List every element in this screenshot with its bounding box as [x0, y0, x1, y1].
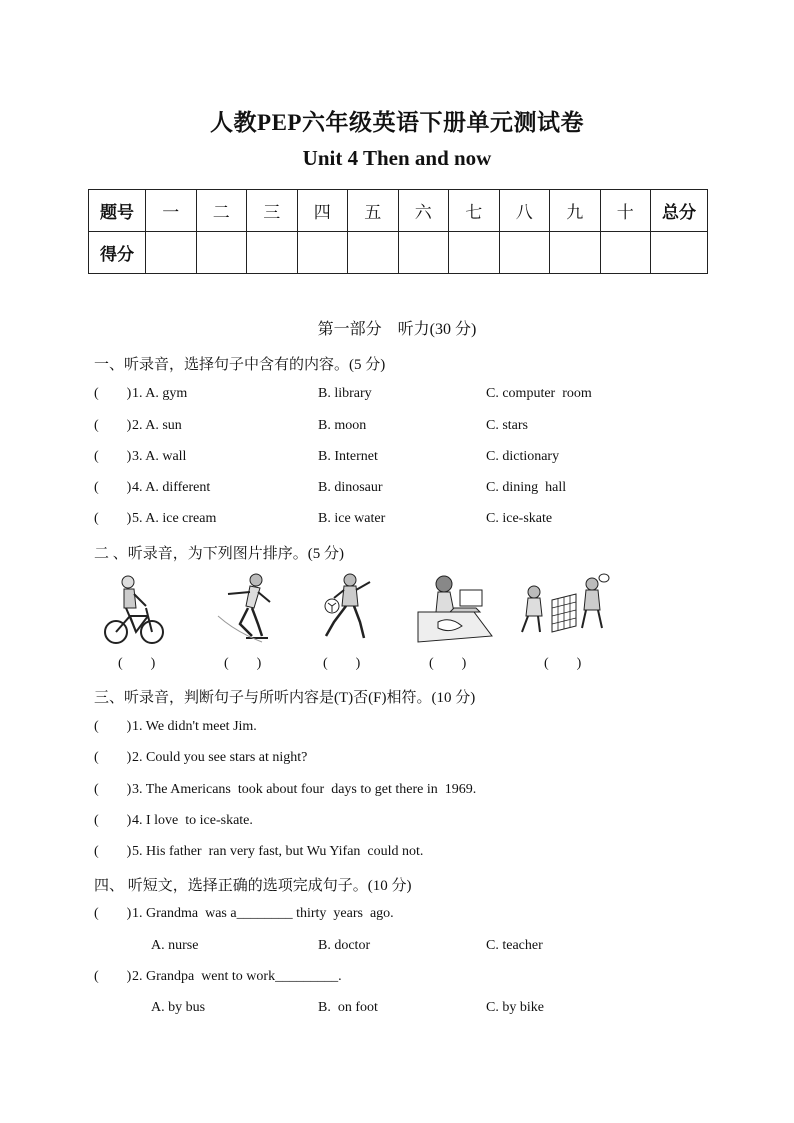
score-header-cell: 十	[600, 190, 651, 232]
picture-answer-blank[interactable]: ( )	[429, 656, 467, 671]
question-row	[94, 750, 734, 770]
option-b: B. ice water	[318, 511, 386, 526]
question-row	[94, 386, 734, 406]
score-input-cell[interactable]	[651, 232, 708, 274]
score-input-cell[interactable]	[550, 232, 601, 274]
section-4-title: 四、 听短文，选择正确的选项完成句子。(10 分)	[94, 878, 412, 894]
score-input-cell[interactable]	[348, 232, 399, 274]
option-c: C. ice-skate	[486, 511, 553, 526]
girl-using-computer-picture	[414, 572, 494, 648]
option-a: 2. A. sun	[132, 418, 182, 433]
option-c: C. dictionary	[486, 449, 560, 464]
score-header-cell: 题号	[89, 190, 146, 232]
option-a: A. by bus	[151, 1000, 206, 1015]
statement: 4. I love to ice-skate.	[132, 813, 253, 828]
picture-answer-blank[interactable]: ( )	[224, 656, 262, 671]
part-title: 第一部分 听力(30 分)	[317, 321, 477, 338]
page-subtitle: Unit 4 Then and now	[302, 146, 492, 170]
question-row	[94, 449, 734, 469]
answer-blank[interactable]: ( )	[94, 719, 132, 734]
option-c: C. by bike	[486, 1000, 544, 1015]
score-input-cell[interactable]	[196, 232, 247, 274]
score-header-cell: 四	[297, 190, 348, 232]
score-table-header-row	[89, 190, 708, 232]
kids-playing-badminton-picture	[516, 572, 612, 648]
score-header-cell: 二	[196, 190, 247, 232]
score-input-cell[interactable]	[146, 232, 197, 274]
score-header-cell: 总分	[651, 190, 708, 232]
question-row	[94, 418, 734, 438]
answer-blank[interactable]: ( )	[94, 449, 132, 464]
answer-blank[interactable]: ( )	[94, 750, 132, 765]
option-a: A. nurse	[151, 938, 199, 953]
option-c: C. computer room	[486, 386, 592, 401]
picture-answer-blank[interactable]: ( )	[544, 656, 582, 671]
answer-blank[interactable]: ( )	[94, 418, 132, 433]
score-table-score-row	[89, 232, 708, 274]
score-input-cell[interactable]	[297, 232, 348, 274]
question-row	[94, 844, 734, 864]
option-c: C. stars	[486, 418, 528, 433]
score-header-cell: 六	[398, 190, 449, 232]
score-input-cell[interactable]	[449, 232, 500, 274]
statement: 3. The Americans took about four days to get there in 1969.	[132, 782, 477, 797]
score-header-cell: 九	[550, 190, 601, 232]
score-header-cell: 八	[499, 190, 550, 232]
score-row-label: 得分	[89, 232, 146, 274]
statement: 5. His father ran very fast, but Wu Yifan could not.	[132, 844, 424, 859]
question-row	[94, 969, 734, 989]
statement: 1. We didn't meet Jim.	[132, 719, 257, 734]
question-row	[94, 719, 734, 739]
question-row	[94, 511, 734, 531]
option-a: 4. A. different	[132, 480, 211, 495]
score-header-cell: 五	[348, 190, 399, 232]
answer-blank[interactable]: ( )	[94, 511, 132, 526]
option-a: 5. A. ice cream	[132, 511, 217, 526]
page-title: 人教PEP六年级英语下册单元测试卷	[210, 110, 584, 135]
option-a: 1. A. gym	[132, 386, 188, 401]
score-input-cell[interactable]	[247, 232, 298, 274]
statement: 2. Could you see stars at night?	[132, 750, 308, 765]
score-input-cell[interactable]	[499, 232, 550, 274]
option-c: C. teacher	[486, 938, 543, 953]
section-1-title: 一、听录音，选择句子中含有的内容。(5 分)	[94, 357, 386, 373]
question-row	[94, 906, 734, 926]
section-2-title: 二 、听录音，为下列图片排序。(5 分)	[94, 546, 344, 562]
score-header-cell: 一	[146, 190, 197, 232]
score-input-cell[interactable]	[600, 232, 651, 274]
answer-blank[interactable]: ( )	[94, 844, 132, 859]
boy-ice-skating-picture	[212, 572, 276, 648]
score-header-cell: 三	[247, 190, 298, 232]
boy-playing-football-picture	[316, 572, 380, 648]
option-b: B. library	[318, 386, 372, 401]
option-b: B. Internet	[318, 449, 378, 464]
option-b: B. moon	[318, 418, 367, 433]
option-c: C. dining hall	[486, 480, 567, 495]
boy-riding-bike-picture	[102, 572, 166, 648]
picture-answer-blank[interactable]: ( )	[118, 656, 156, 671]
section-3-title: 三、听录音，判断句子与所听内容是(T)否(F)相符。(10 分)	[94, 690, 476, 706]
answer-blank[interactable]: ( )	[94, 906, 132, 921]
answer-blank[interactable]: ( )	[94, 386, 132, 401]
question-text: 2. Grandpa went to work_________.	[132, 969, 342, 984]
option-b: B. doctor	[318, 938, 371, 953]
option-b: B. dinosaur	[318, 480, 383, 495]
picture-answer-blank[interactable]: ( )	[323, 656, 361, 671]
score-header-cell: 七	[449, 190, 500, 232]
question-row	[94, 480, 734, 500]
answer-blank[interactable]: ( )	[94, 813, 132, 828]
answer-blank[interactable]: ( )	[94, 782, 132, 797]
answer-blank[interactable]: ( )	[94, 480, 132, 495]
question-row	[94, 782, 734, 802]
score-input-cell[interactable]	[398, 232, 449, 274]
question-text: 1. Grandma was a________ thirty years ago.	[132, 906, 394, 921]
option-b: B. on foot	[318, 1000, 378, 1015]
question-row	[94, 813, 734, 833]
score-table	[88, 189, 708, 274]
option-a: 3. A. wall	[132, 449, 187, 464]
answer-blank[interactable]: ( )	[94, 969, 132, 984]
